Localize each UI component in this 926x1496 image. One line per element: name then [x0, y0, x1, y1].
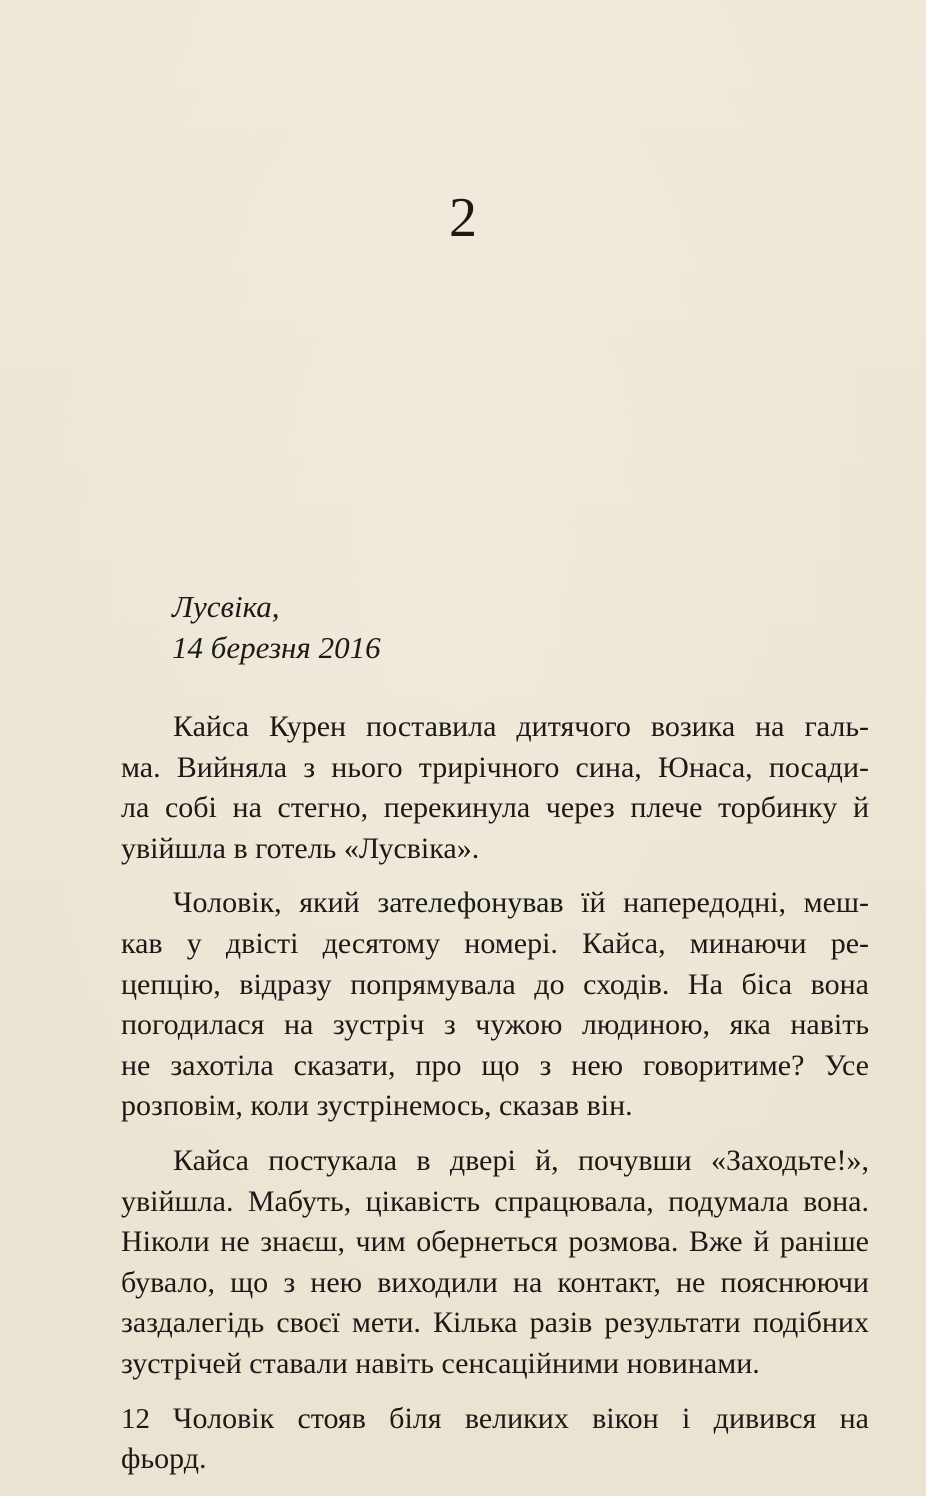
text-line: не захотіла сказати, про що з нею говоритиме? Усе	[121, 1048, 869, 1082]
text-line: бувало, що з нею виходили на контакт, не пояснюючи	[121, 1265, 869, 1299]
paragraph-4	[121, 1399, 869, 1480]
chapter-number: 2	[449, 187, 477, 249]
text-line: Кайса постукала в двері й, почувши «Заходьте!»,	[173, 1143, 869, 1177]
chapter-dateline	[172, 586, 381, 668]
text-line: ма. Вийняла з нього трирічного сина, Юнаса, посади-	[121, 750, 869, 784]
text-line: Кайса Курен поставила дитячого возика на галь-	[173, 710, 869, 743]
chapter-body	[121, 707, 869, 1494]
text-line: заздалегідь своєї мети. Кілька разів результати подібних	[121, 1306, 869, 1340]
paragraph-2	[121, 883, 869, 1127]
text-line: ла собі на стегно, перекинула через плече торбинку й	[121, 791, 869, 825]
dateline-date: 14 березня 2016	[172, 630, 381, 665]
text-line: Ніколи не знаєш, чим обернеться розмова. Вже й раніше	[121, 1225, 869, 1259]
text-line: погодилася на зустріч з чужою людиною, яка навіть	[121, 1008, 869, 1042]
text-line: увійшла. Мабуть, цікавість спрацювала, подумала вона.	[121, 1184, 869, 1218]
text-line: цепцію, відразу попрямувала до сходів. На біса вона	[121, 967, 869, 1001]
text-line: кав у двісті десятому номері. Кайса, минаючи ре-	[121, 926, 869, 960]
text-line: розповім, коли зустрінемось, сказав він.	[121, 1089, 633, 1123]
text-line: увійшла в готель «Лусвіка».	[121, 831, 480, 865]
text-line: Чоловік, який зателефонував їй напередодні, меш-	[173, 886, 869, 920]
text-line: фьорд.	[121, 1442, 207, 1476]
text-line: зустрічей ставали навіть сенсаційними новинами.	[121, 1346, 760, 1380]
paragraph-1	[121, 707, 869, 869]
page-number: 12	[121, 1403, 150, 1435]
text-line: Чоловік стояв біля великих вікон і дивився на	[173, 1401, 869, 1435]
paragraph-3	[121, 1141, 869, 1385]
dateline-place: Лусвіка,	[172, 589, 280, 624]
